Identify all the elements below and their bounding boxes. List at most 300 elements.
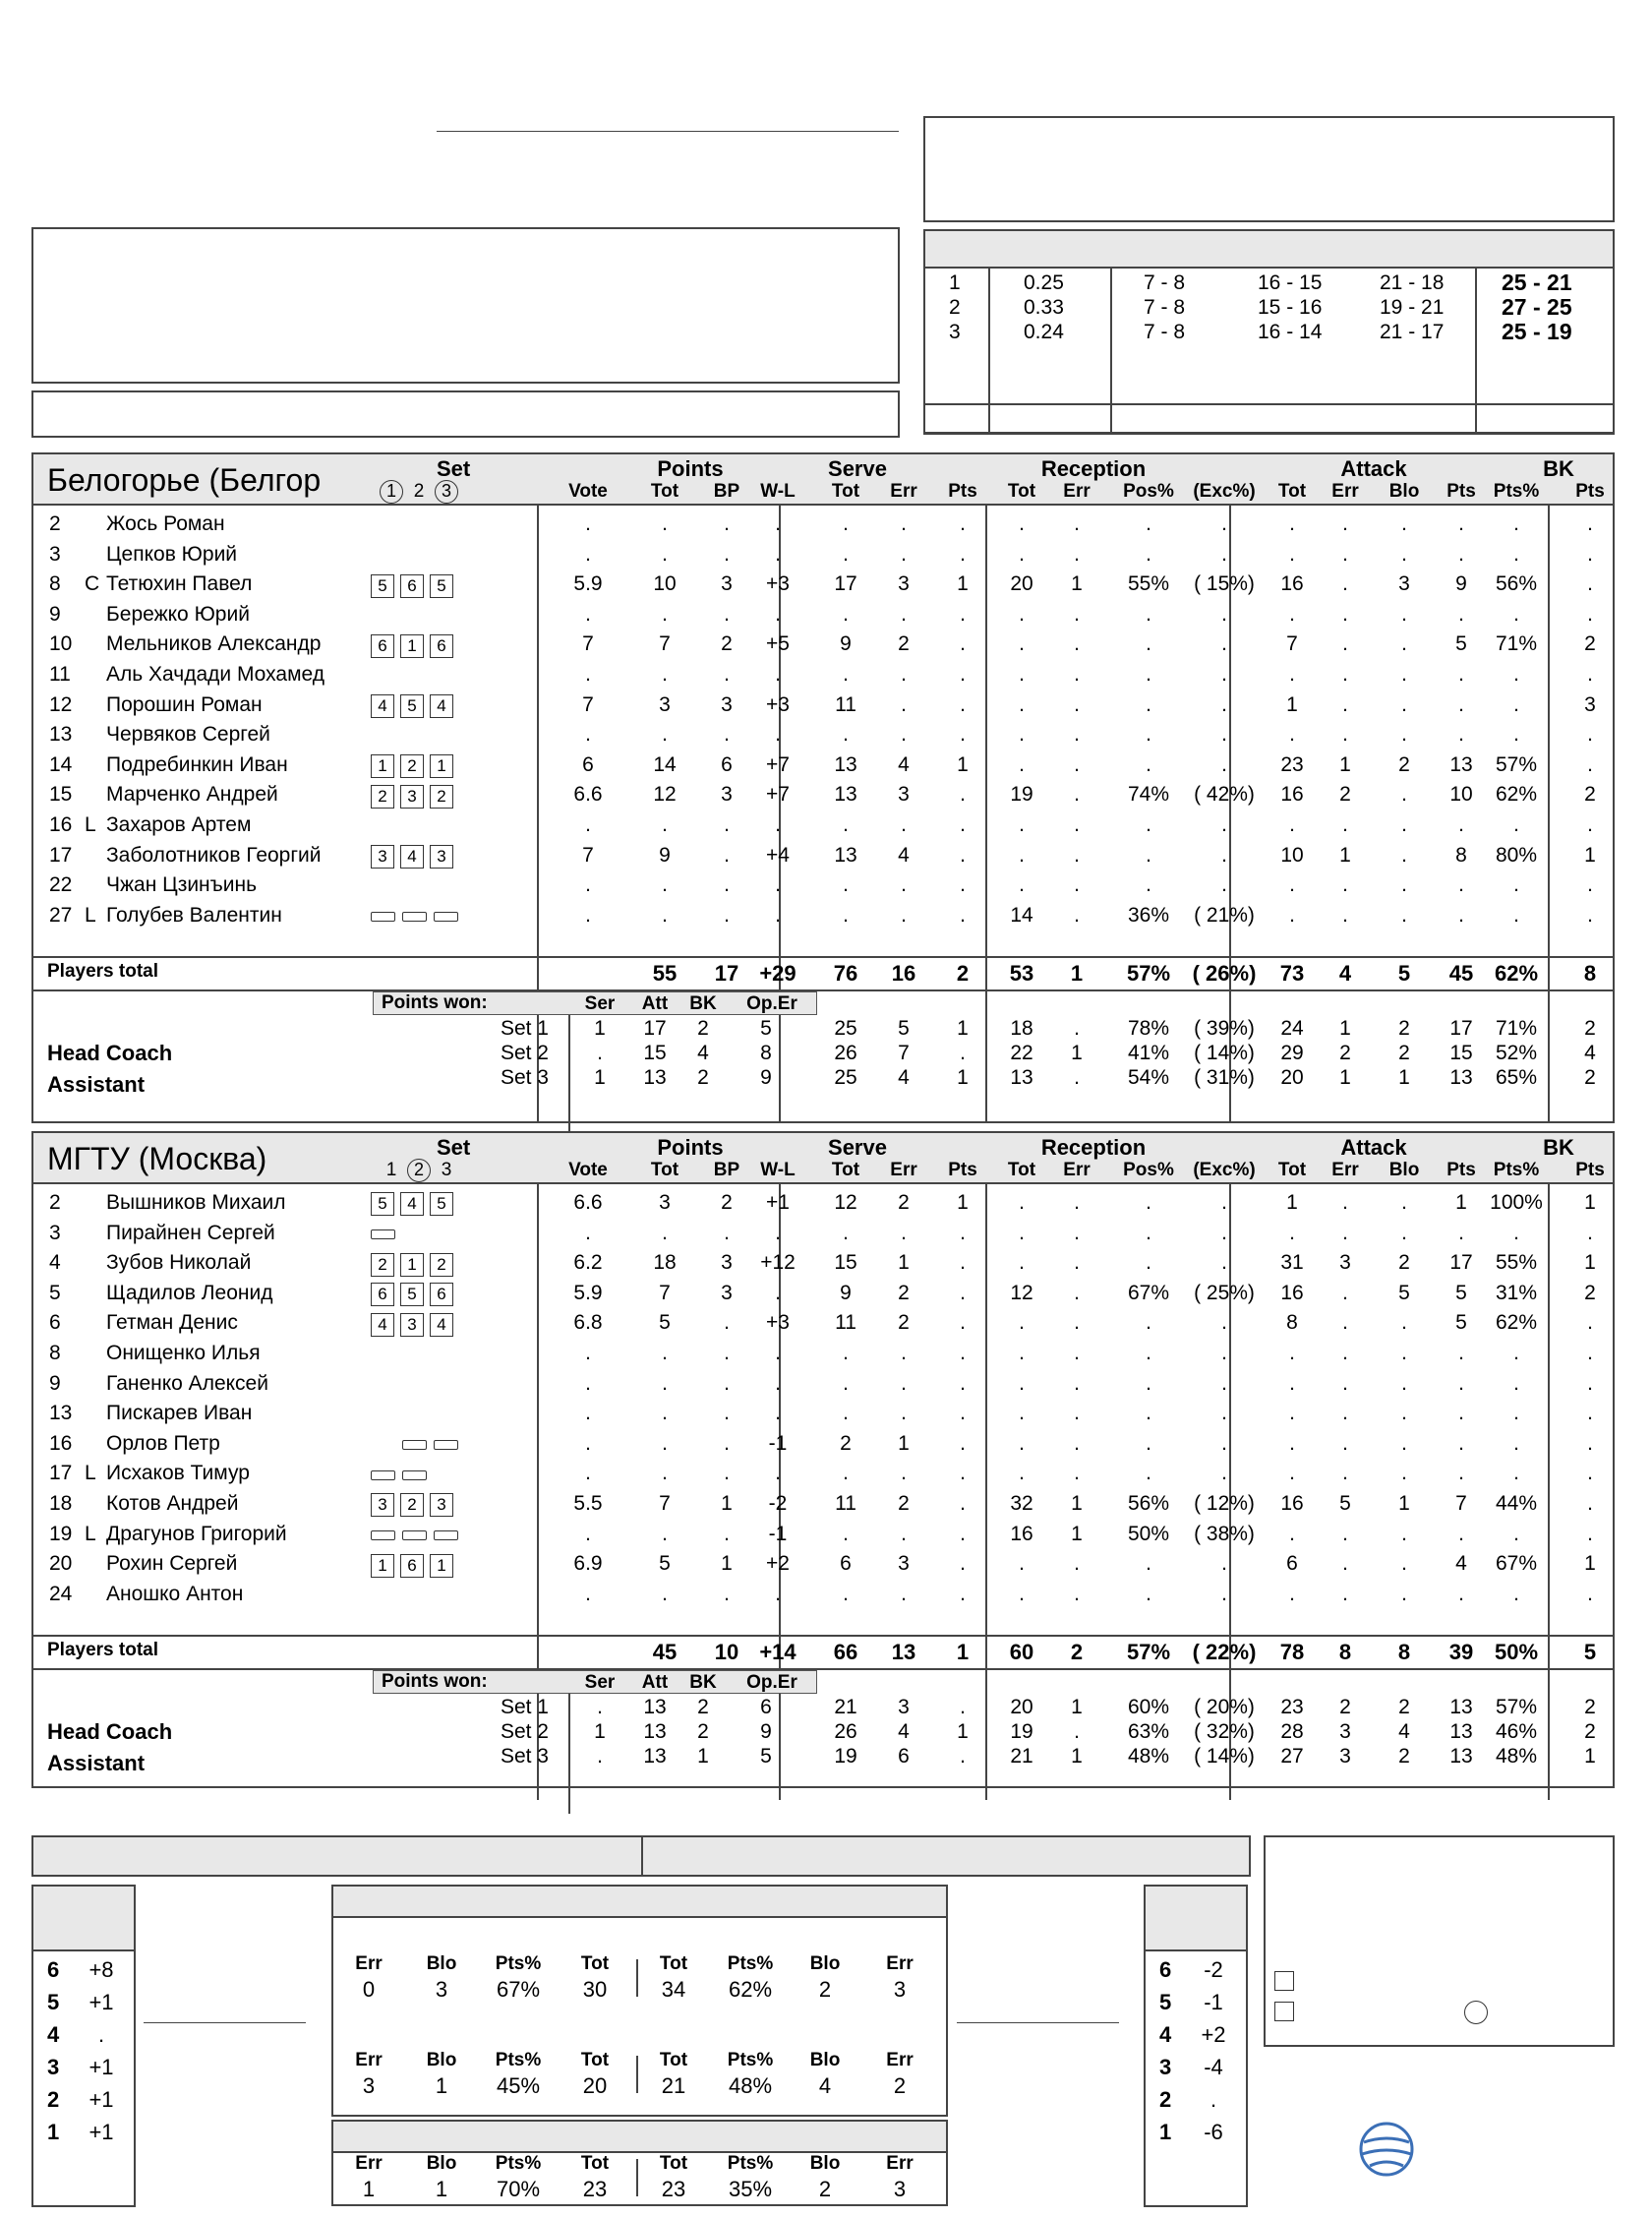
stat-cell: . [1146, 1402, 1151, 1425]
column-header: W-L [760, 1160, 796, 1180]
starting-position: 1 [371, 1554, 394, 1578]
total-cell: 8 [1338, 1640, 1352, 1664]
player-number: 15 [49, 783, 73, 807]
stat-cell: . [843, 813, 849, 836]
stat-cell: . [724, 903, 730, 927]
player-row [33, 1399, 1613, 1428]
set-row-label: Set 1 [500, 1017, 549, 1040]
stat-cell: . [1587, 1371, 1593, 1395]
kill-header: Tot [659, 1953, 688, 1974]
set-number-label: 3 [441, 1160, 452, 1180]
stat-cell: . [1342, 1371, 1348, 1395]
stat-cell: . [1458, 1221, 1464, 1244]
stat-cell: . [1074, 813, 1080, 836]
players-total-label: Players total [47, 961, 158, 982]
kill-value: 3 [893, 1977, 907, 2002]
player-sets [371, 1490, 459, 1520]
stat-cell: . [662, 1462, 668, 1485]
stat-cell: . [1342, 903, 1348, 927]
total-cell: +14 [759, 1640, 796, 1664]
stat-cell: . [1146, 1431, 1151, 1455]
stat-cell: . [1401, 813, 1407, 836]
player-name: Заболотников Георгий [106, 843, 322, 867]
stat-cell: . [1342, 873, 1348, 897]
stat-cell: 2 [898, 632, 910, 656]
stat-cell: 2 [898, 1191, 910, 1214]
column-header: Pts% [1493, 481, 1540, 502]
stat-cell: . [1342, 1311, 1348, 1335]
stat-cell: . [1458, 602, 1464, 626]
player-name: Мельников Александр [106, 632, 322, 656]
stat-cell: . [1019, 1462, 1025, 1485]
total-cell: ( 26%) [1192, 961, 1257, 986]
stat-cell: . [585, 663, 591, 686]
player-number: 2 [49, 1191, 61, 1214]
column-header: (Exc%) [1193, 1160, 1256, 1180]
player-sets [371, 902, 465, 931]
column-header: Pos% [1123, 481, 1174, 502]
set-stat-cell: 7 [898, 1042, 910, 1064]
set-stat-cell: 1 [1339, 1066, 1351, 1089]
stat-cell: +3 [766, 692, 790, 716]
stat-cell: 3 [721, 692, 733, 716]
stat-cell: 3 [898, 783, 910, 807]
stat-cell: . [662, 903, 668, 927]
player-row [33, 660, 1613, 689]
stat-cell: . [1587, 813, 1593, 836]
player-number: 5 [49, 1281, 61, 1304]
player-sets [371, 1550, 459, 1580]
stat-cell: . [1146, 602, 1151, 626]
stat-cell: . [1513, 663, 1519, 686]
group-header: Serve [828, 1135, 887, 1160]
set-stat-cell: 27 [1280, 1745, 1304, 1768]
stat-cell: ( 42%) [1194, 783, 1255, 807]
stat-cell: . [960, 1311, 966, 1335]
kill-header: Blo [426, 2050, 457, 2070]
player-number: 13 [49, 723, 73, 747]
stat-cell: 1 [1584, 1191, 1596, 1214]
set-stat-cell: ( 20%) [1194, 1696, 1255, 1718]
player-name: Исхаков Тимур [106, 1462, 250, 1485]
set-stat-cell: 13 [643, 1066, 667, 1089]
partial-8: 7 - 8 [1144, 271, 1186, 294]
starting-position: 6 [400, 1554, 424, 1578]
stat-cell: . [1587, 1522, 1593, 1545]
stat-cell: . [1289, 903, 1295, 927]
set-number: 1 [949, 271, 961, 294]
set-stat-cell: . [597, 1696, 603, 1718]
set-stat-cell: 2 [1584, 1696, 1596, 1718]
stat-cell: 16 [1280, 1492, 1304, 1515]
set-stat-cell: 13 [643, 1745, 667, 1768]
player-number: 22 [49, 873, 73, 897]
stat-cell: . [843, 1342, 849, 1364]
stat-cell: . [960, 783, 966, 807]
kill-value: 30 [582, 1977, 608, 2002]
stat-cell: . [1587, 663, 1593, 686]
stat-cell: . [1513, 1342, 1519, 1364]
stat-cell: 13 [834, 783, 857, 807]
team-table-box [31, 452, 1615, 1123]
set-stat-cell: 17 [643, 1017, 667, 1040]
stat-cell: 1 [1584, 1251, 1596, 1275]
kill-header: Tot [659, 2153, 688, 2174]
stat-cell: . [1401, 1191, 1407, 1214]
kill-header: Pts% [495, 1953, 542, 1974]
column-header: Err [1331, 1160, 1359, 1180]
kill-value: 21 [661, 2073, 686, 2098]
starting-position: 4 [400, 1192, 424, 1216]
stat-cell: . [585, 1462, 591, 1485]
player-number: 17 [49, 1462, 73, 1485]
set-duration: 0.24 [1024, 321, 1064, 343]
stat-cell: ( 21%) [1194, 903, 1255, 927]
stat-cell: . [1146, 512, 1151, 535]
stat-cell: . [724, 873, 730, 897]
set-stat-cell: 2 [1398, 1696, 1410, 1718]
set-stat-cell: . [597, 1745, 603, 1768]
stat-cell: . [843, 1371, 849, 1395]
player-row [33, 810, 1613, 840]
rotation-diff: -2 [1204, 1957, 1223, 1982]
total-cell: 4 [1338, 961, 1352, 986]
federation-logo [1352, 2115, 1529, 2193]
stat-cell: . [1221, 1311, 1227, 1335]
stat-cell: . [1019, 873, 1025, 897]
stat-cell: . [662, 813, 668, 836]
stat-cell: . [1019, 1371, 1025, 1395]
set-stat-cell: 65% [1495, 1066, 1538, 1089]
player-role: L [85, 813, 96, 836]
kill-header: Pts% [727, 2050, 774, 2070]
rotation-diff: +1 [88, 2055, 114, 2079]
stat-cell: 5 [1339, 1492, 1351, 1515]
stat-cell: . [1401, 903, 1407, 927]
stat-cell: . [724, 1342, 730, 1364]
player-row [33, 510, 1613, 539]
stat-cell: . [724, 1371, 730, 1395]
set-stat-cell: 6 [760, 1696, 772, 1718]
stat-cell: . [1289, 1342, 1295, 1364]
points-won-header: Op.Er [746, 993, 797, 1014]
stat-cell: 1 [1286, 1191, 1298, 1214]
stat-cell: 44% [1495, 1492, 1538, 1515]
total-cell: 8 [1397, 1640, 1411, 1664]
stat-cell: 12 [1010, 1281, 1033, 1304]
kill-value: 45% [496, 2073, 541, 2098]
player-sets [371, 842, 459, 871]
kill-header: Err [355, 2050, 383, 2070]
stat-cell: 9 [1455, 572, 1467, 596]
player-name: Аношко Антон [106, 1582, 244, 1605]
stat-cell: 67% [1127, 1281, 1170, 1304]
column-header: Err [890, 1160, 917, 1180]
player-number: 11 [49, 663, 71, 686]
total-cell: 45 [1448, 961, 1474, 986]
stat-cell: . [724, 1311, 730, 1335]
player-number: 9 [49, 602, 61, 626]
kill-header: Tot [580, 2050, 610, 2070]
kill-header: Blo [809, 1953, 841, 1974]
player-name: Гетман Денис [106, 1311, 238, 1335]
points-won-header: BK [689, 993, 717, 1014]
stat-cell: . [775, 1281, 781, 1304]
stat-cell: 3 [659, 692, 671, 716]
partial-21: 21 - 18 [1380, 271, 1445, 294]
stat-cell: . [1074, 843, 1080, 867]
player-role: L [85, 903, 96, 927]
stat-cell: . [1221, 813, 1227, 836]
stat-cell: . [1401, 542, 1407, 566]
stat-cell: . [1221, 1582, 1227, 1605]
set-stat-cell: 71% [1495, 1017, 1538, 1040]
stat-cell: . [1146, 542, 1151, 566]
set-stat-cell: 1 [697, 1745, 709, 1768]
partial-21: 19 - 21 [1380, 296, 1445, 319]
stat-cell: . [1289, 1221, 1295, 1244]
player-number: 24 [49, 1582, 73, 1605]
set-stat-cell: 5 [760, 1745, 772, 1768]
kill-value: 62% [728, 1977, 773, 2002]
stat-cell: 1 [957, 572, 969, 596]
player-sets [371, 570, 459, 600]
set-stat-cell: 13 [1449, 1066, 1473, 1089]
set-stat-cell: 19 [834, 1745, 857, 1768]
player-name: Захаров Артем [106, 813, 252, 836]
stat-cell: . [1587, 1462, 1593, 1485]
total-cell: 1 [956, 1640, 970, 1664]
stat-cell: 1 [898, 1251, 910, 1275]
substitute-icon [402, 1470, 427, 1480]
stat-cell: . [585, 1402, 591, 1425]
stat-cell: 5 [1455, 1311, 1467, 1335]
player-name: Бережко Юрий [106, 602, 250, 626]
stat-cell: . [775, 602, 781, 626]
player-name: Тетюхин Павел [106, 572, 253, 596]
stat-cell: . [1587, 572, 1593, 596]
total-cell: 66 [833, 1640, 858, 1664]
stat-cell: 2 [1398, 1251, 1410, 1275]
away-so-stats [957, 1885, 1124, 2207]
stat-cell: . [1019, 1221, 1025, 1244]
stat-cell: . [724, 813, 730, 836]
player-name: Зубов Николай [106, 1251, 252, 1275]
set-stat-cell: 13 [643, 1720, 667, 1743]
set-row-label: Set 2 [500, 1042, 549, 1064]
stat-cell: 5.9 [573, 1281, 603, 1304]
stat-cell: . [843, 1582, 849, 1605]
set-stat-cell: . [960, 1745, 966, 1768]
total-cell: 13 [891, 1640, 916, 1664]
kill-value: 48% [728, 2073, 773, 2098]
set-stat-cell: 41% [1127, 1042, 1170, 1064]
column-header: Pts [1575, 481, 1605, 502]
stat-cell: +3 [766, 572, 790, 596]
assistant-label: Assistant [47, 1751, 146, 1775]
stat-cell: . [1019, 843, 1025, 867]
stat-cell: . [960, 1462, 966, 1485]
stat-cell: . [960, 1251, 966, 1275]
stat-cell: 5.9 [573, 572, 603, 596]
set-stat-cell: 19 [1010, 1720, 1033, 1743]
stat-cell: . [775, 542, 781, 566]
player-number: 17 [49, 843, 73, 867]
player-role: C [85, 572, 100, 596]
kill-value: 0 [362, 1977, 376, 2002]
player-row [33, 750, 1613, 780]
player-row [33, 1580, 1613, 1609]
set-stat-cell: 63% [1127, 1720, 1170, 1743]
player-number: 6 [49, 1311, 61, 1335]
column-header: Tot [1277, 481, 1307, 502]
stat-cell: 3 [721, 1251, 733, 1275]
set-stat-cell: 2 [1584, 1017, 1596, 1040]
stat-cell: . [1587, 542, 1593, 566]
rotation-position: 5 [1159, 1990, 1172, 2014]
stat-cell: . [1146, 1462, 1151, 1485]
stat-cell: 14 [653, 752, 677, 776]
kill-value: 70% [496, 2177, 541, 2201]
player-number: 4 [49, 1251, 61, 1275]
total-cell: 78 [1279, 1640, 1305, 1664]
stat-cell: . [1074, 1582, 1080, 1605]
set-header: Set [437, 1135, 471, 1160]
stat-cell: . [1074, 1552, 1080, 1576]
set-stat-cell: 52% [1495, 1042, 1538, 1064]
starting-position: 2 [400, 1493, 424, 1517]
player-row [33, 629, 1613, 659]
stat-cell: . [1146, 663, 1151, 686]
substitute-icon [434, 1440, 458, 1450]
stat-cell: . [1513, 1371, 1519, 1395]
stat-cell: . [960, 723, 966, 747]
player-name: Пирайнен Сергей [106, 1221, 275, 1244]
stat-cell: . [724, 542, 730, 566]
stat-cell: . [1074, 663, 1080, 686]
set-stat-cell: 4 [1398, 1720, 1410, 1743]
set-stat-cell: 22 [1010, 1042, 1033, 1064]
starting-position: 5 [371, 1192, 394, 1216]
kill-on-reception-box [331, 1885, 948, 2117]
set-stat-cell: 2 [697, 1696, 709, 1718]
set-stat-cell: 4 [1584, 1042, 1596, 1064]
stat-cell: . [1342, 723, 1348, 747]
total-cell: ( 22%) [1192, 1640, 1257, 1664]
stat-cell: 7 [659, 1492, 671, 1515]
set-stat-cell: ( 31%) [1194, 1066, 1255, 1089]
column-header: Tot [1007, 1160, 1036, 1180]
points-won-header: Att [641, 993, 669, 1014]
stat-cell: . [662, 723, 668, 747]
total-cell: 8 [1583, 961, 1597, 986]
player-sets [371, 1430, 465, 1460]
stat-cell: 5 [1455, 1281, 1467, 1304]
stat-cell: 7 [659, 632, 671, 656]
player-row [33, 600, 1613, 629]
stat-cell: . [1513, 813, 1519, 836]
stat-cell: . [1074, 723, 1080, 747]
stat-cell: . [1074, 632, 1080, 656]
stat-cell: 16 [1280, 572, 1304, 596]
partial-8: 7 - 8 [1144, 296, 1186, 319]
player-name: Подребинкин Иван [106, 752, 288, 776]
set-stat-cell: 2 [1339, 1696, 1351, 1718]
total-cell: 45 [652, 1640, 678, 1664]
player-name: Чжан Цзинъинь [106, 873, 258, 897]
stat-cell: . [960, 843, 966, 867]
stat-cell: . [1401, 873, 1407, 897]
starting-position: 2 [371, 785, 394, 809]
player-row [33, 1549, 1613, 1579]
stat-cell: 2 [1584, 632, 1596, 656]
kill-header: Blo [426, 1953, 457, 1974]
set-row-label: Set 3 [500, 1745, 549, 1768]
stat-cell: . [1401, 1311, 1407, 1335]
stat-cell: . [724, 723, 730, 747]
stat-cell: . [843, 663, 849, 686]
column-header: Blo [1388, 481, 1420, 502]
kill-value: 2 [818, 1977, 832, 2002]
column-header: BP [713, 481, 740, 502]
set-score: 25 - 19 [1502, 319, 1572, 344]
partial-8: 7 - 8 [1144, 321, 1186, 343]
stat-cell: 36% [1127, 903, 1170, 927]
stat-cell: 5 [1398, 1281, 1410, 1304]
set-stat-cell: 21 [1010, 1745, 1033, 1768]
player-sets [371, 1521, 465, 1550]
set-stat-cell: 9 [760, 1720, 772, 1743]
rotation-position: 6 [1159, 1957, 1172, 1982]
stat-cell: 7 [1455, 1492, 1467, 1515]
starting-position: 4 [430, 1313, 453, 1337]
set-stat-cell: 25 [834, 1066, 857, 1089]
kill-header: Pts% [495, 2153, 542, 2174]
rotation-diff: . [97, 2022, 105, 2047]
stat-cell: +7 [766, 783, 790, 807]
stat-cell: 1 [957, 752, 969, 776]
stat-cell: . [1146, 1552, 1151, 1576]
stat-cell: 2 [898, 1281, 910, 1304]
kill-header: Blo [809, 2050, 841, 2070]
column-header: BP [713, 1160, 740, 1180]
column-header: Pts [1446, 481, 1476, 502]
stat-cell: . [1074, 542, 1080, 566]
player-row [33, 690, 1613, 720]
set-stat-cell: 57% [1495, 1696, 1538, 1718]
partial-16: 16 - 15 [1258, 271, 1323, 294]
substitute-icon [402, 1530, 427, 1540]
stat-cell: . [1019, 663, 1025, 686]
player-number: 16 [49, 1431, 73, 1455]
stat-cell: +2 [766, 1552, 790, 1576]
stat-cell: . [1513, 1522, 1519, 1545]
starting-position: 6 [430, 1283, 453, 1306]
stat-cell: . [1074, 903, 1080, 927]
set-stat-cell: 1 [957, 1017, 969, 1040]
stat-cell: 56% [1127, 1492, 1170, 1515]
set-stat-cell: 21 [834, 1696, 857, 1718]
player-name: Орлов Петр [106, 1431, 220, 1455]
kill-value: 2 [893, 2073, 907, 2098]
stat-cell: . [662, 1371, 668, 1395]
stat-cell: . [775, 1462, 781, 1485]
starting-position: 4 [400, 845, 424, 869]
stat-cell: . [1342, 542, 1348, 566]
stat-cell: . [775, 903, 781, 927]
player-row [33, 1459, 1613, 1488]
stat-cell: . [1401, 1221, 1407, 1244]
